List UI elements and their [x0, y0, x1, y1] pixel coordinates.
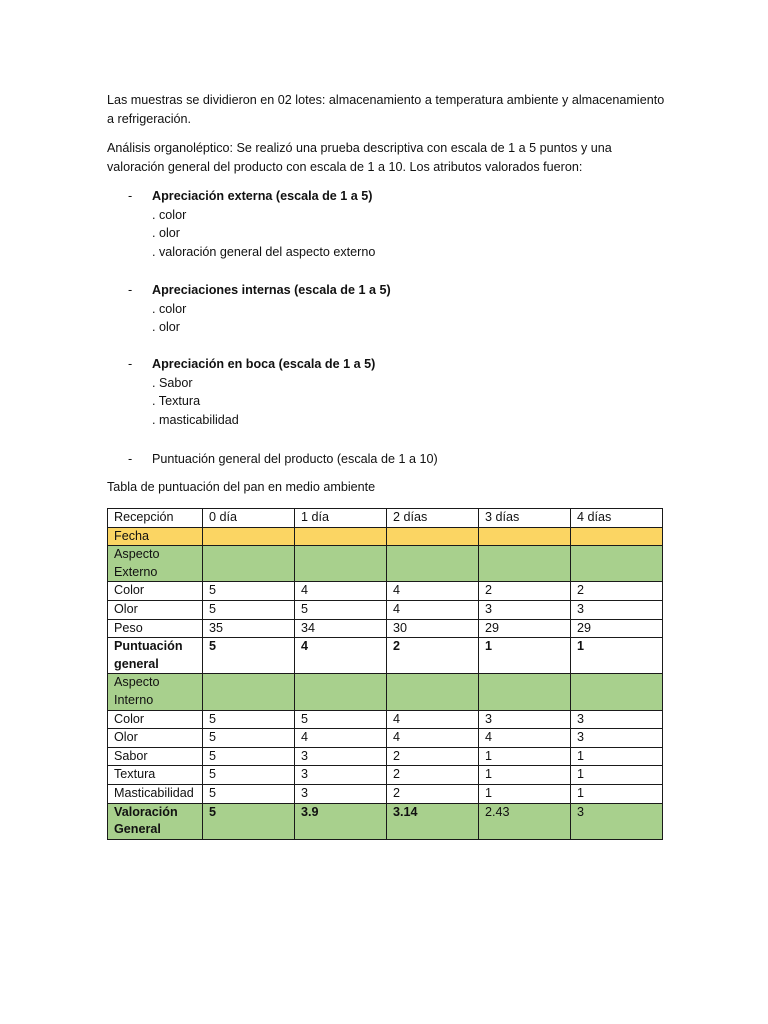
score-table	[107, 508, 663, 840]
table-cell: 30	[387, 619, 479, 638]
table-row	[108, 784, 663, 803]
table-caption: Tabla de puntuación del pan en medio ambiente	[107, 480, 376, 494]
table-cell: 34	[295, 619, 387, 638]
row-label: Sabor	[108, 747, 203, 766]
row-label: Peso	[108, 619, 203, 638]
bullet-title: Apreciaciones internas (escala de 1 a 5)	[152, 283, 391, 297]
table-cell: 5	[203, 766, 295, 785]
bullet-dash: -	[128, 283, 133, 297]
table-row-fecha	[108, 527, 663, 546]
table-cell: 3	[571, 729, 663, 748]
table-cell: 3	[571, 710, 663, 729]
table-cell: 2	[387, 638, 479, 674]
header-cell: 4 días	[571, 509, 663, 528]
table-cell	[571, 527, 663, 546]
table-cell: 2	[387, 747, 479, 766]
bullet-subitem: . color	[152, 207, 187, 222]
table-cell	[295, 674, 387, 710]
table-cell: 3	[479, 600, 571, 619]
table-row	[108, 766, 663, 785]
table-cell: 3	[295, 766, 387, 785]
table-cell: 2	[387, 784, 479, 803]
table-row	[108, 582, 663, 601]
table-cell: 2	[387, 766, 479, 785]
bullet-subitem: . masticabilidad	[152, 413, 239, 428]
table-cell	[295, 527, 387, 546]
table-cell: 1	[479, 638, 571, 674]
bullet-dash: -	[128, 452, 133, 466]
header-cell: 2 días	[387, 509, 479, 528]
bullet-subitem: . Sabor	[152, 375, 193, 390]
table-cell: 4	[387, 582, 479, 601]
table-header-row	[108, 509, 663, 528]
table-cell: 1	[571, 638, 663, 674]
bullet-title: Apreciación externa (escala de 1 a 5)	[152, 189, 373, 203]
table-cell: 5	[203, 729, 295, 748]
table-row	[108, 747, 663, 766]
table-cell: 4	[387, 600, 479, 619]
table-cell: 5	[203, 747, 295, 766]
table-cell	[203, 546, 295, 582]
bullet-subitem: . color	[152, 301, 187, 316]
table-cell: 5	[295, 710, 387, 729]
table-cell: 5	[203, 582, 295, 601]
header-cell: 0 día	[203, 509, 295, 528]
table-cell	[203, 527, 295, 546]
table-cell: 3	[295, 784, 387, 803]
row-label: Puntuación general	[108, 638, 203, 674]
section-label: Aspecto Interno	[108, 674, 203, 710]
header-cell: 3 días	[479, 509, 571, 528]
table-cell: 3	[295, 747, 387, 766]
table-cell: 2	[479, 582, 571, 601]
bullet-subitem: . Textura	[152, 394, 201, 409]
table-cell: 1	[571, 747, 663, 766]
table-cell	[387, 546, 479, 582]
bullet-subitem: . olor	[152, 320, 180, 335]
table-cell: 4	[295, 582, 387, 601]
bullet-title: Puntuación general del producto (escala de 1 a 10)	[152, 452, 438, 466]
table-cell: 1	[571, 784, 663, 803]
table-cell: 2.43	[479, 803, 571, 839]
table-cell: 2	[571, 582, 663, 601]
row-label: Color	[108, 710, 203, 729]
row-label: Textura	[108, 766, 203, 785]
table-cell: 3	[479, 710, 571, 729]
table-cell: 3	[571, 803, 663, 839]
bullet-subitem: . valoración general del aspecto externo	[152, 245, 376, 260]
table-cell	[571, 674, 663, 710]
table-cell: 5	[203, 638, 295, 674]
table-cell: 1	[571, 766, 663, 785]
row-label: Olor	[108, 600, 203, 619]
table-row-section-internal	[108, 674, 663, 710]
table-cell: 4	[479, 729, 571, 748]
table-cell: 1	[479, 784, 571, 803]
bullet-subitem: . olor	[152, 226, 180, 241]
table-cell: 3	[571, 600, 663, 619]
table-cell	[479, 674, 571, 710]
table-cell: 4	[295, 729, 387, 748]
header-cell: 1 día	[295, 509, 387, 528]
row-label: Fecha	[108, 527, 203, 546]
table-cell: 4	[295, 638, 387, 674]
table-cell: 5	[203, 784, 295, 803]
table-cell: 35	[203, 619, 295, 638]
table-cell: 4	[387, 710, 479, 729]
table-cell	[479, 527, 571, 546]
table-cell: 5	[203, 710, 295, 729]
table-cell: 3.9	[295, 803, 387, 839]
table-cell: 29	[571, 619, 663, 638]
table-cell: 5	[203, 600, 295, 619]
table-cell	[387, 674, 479, 710]
table-row-section-external	[108, 546, 663, 582]
header-cell: Recepción	[108, 509, 203, 528]
table-row	[108, 710, 663, 729]
intro-paragraph: Las muestras se dividieron en 02 lotes: almacenamiento a temperatura ambiente y almacenamiento a refrigeración.	[107, 93, 665, 126]
row-label: Valoración General	[108, 803, 203, 839]
table-row-score	[108, 638, 663, 674]
row-label: Olor	[108, 729, 203, 748]
table-cell: 5	[295, 600, 387, 619]
section-label: Aspecto Externo	[108, 546, 203, 582]
table-cell	[571, 546, 663, 582]
table-cell: 5	[203, 803, 295, 839]
table-cell: 3.14	[387, 803, 479, 839]
row-label: Color	[108, 582, 203, 601]
table-cell: 4	[387, 729, 479, 748]
table-row	[108, 600, 663, 619]
row-label: Masticabilidad	[108, 784, 203, 803]
table-cell	[387, 527, 479, 546]
table-cell	[203, 674, 295, 710]
table-cell: 29	[479, 619, 571, 638]
analysis-paragraph: Análisis organoléptico: Se realizó una prueba descriptiva con escala de 1 a 5 puntos y una valoración general del producto con escala de 1 a 10. Los atributos valorados fueron:	[107, 141, 612, 174]
bullet-title: Apreciación en boca (escala de 1 a 5)	[152, 357, 376, 371]
bullet-dash: -	[128, 189, 133, 203]
table-cell	[295, 546, 387, 582]
table-row	[108, 619, 663, 638]
bullet-dash: -	[128, 357, 133, 371]
table-row	[108, 729, 663, 748]
table-cell	[479, 546, 571, 582]
table-cell: 1	[479, 766, 571, 785]
table-cell: 1	[479, 747, 571, 766]
table-row-overall	[108, 803, 663, 839]
